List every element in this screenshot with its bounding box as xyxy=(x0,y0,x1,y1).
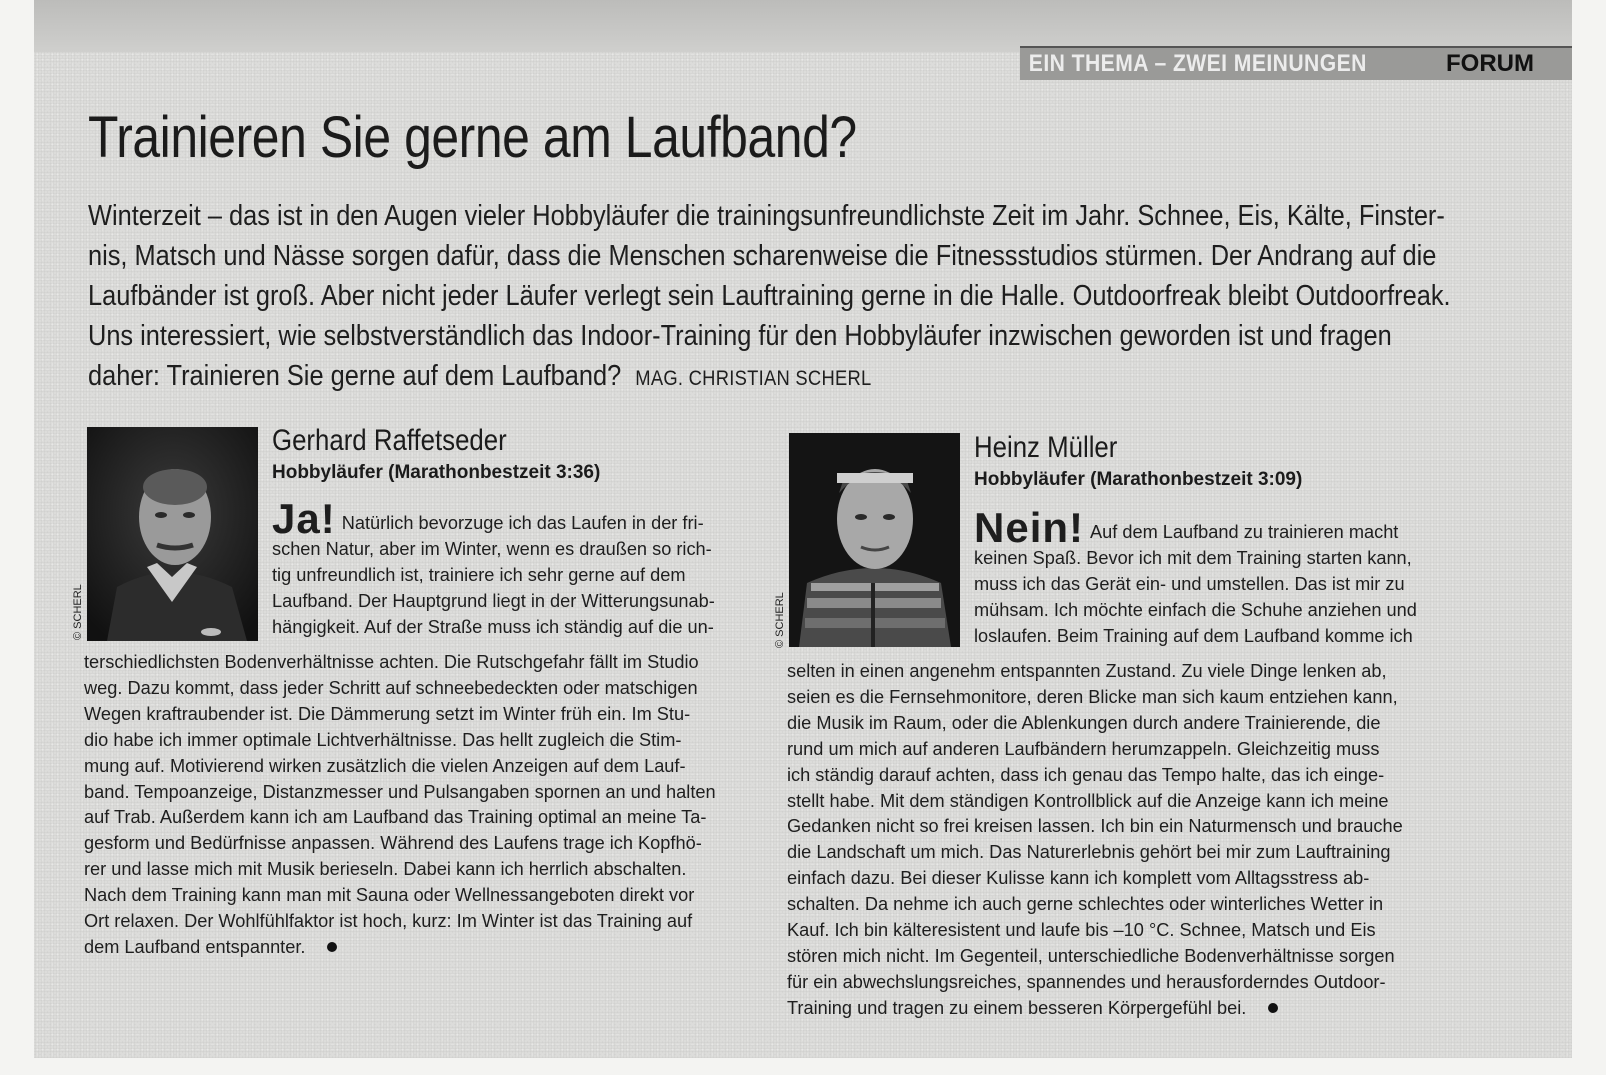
text-line: dio habe ich immer optimale Lichtverhältnisse. Das hellt zugleich die Stim- xyxy=(84,729,682,750)
text-line: weg. Dazu kommt, dass jeder Schritt auf schneebedeckten oder matschigen xyxy=(84,677,698,698)
section-header xyxy=(1020,46,1572,80)
text-line: Auf dem Laufband zu trainieren macht xyxy=(1090,522,1399,542)
text-line: hängigkeit. Auf der Straße muss ich ständig auf die un- xyxy=(272,616,714,637)
respondent-role-left: Hobbyläufer (Marathonbestzeit 3:36) xyxy=(272,462,601,483)
text-line-last xyxy=(84,935,764,961)
author-byline: MAG. CHRISTIAN SCHERL xyxy=(635,367,872,390)
text-line: stellt habe. Mit dem ständigen Kontrollblick auf die Anzeige kann ich meine xyxy=(787,790,1389,811)
text-line: band. Tempoanzeige, Distanzmesser und Pulsangaben spornen an und halten xyxy=(84,781,716,802)
intro-line: daher: Trainieren Sie gerne auf dem Laufband? xyxy=(88,360,622,392)
answer-text-right xyxy=(974,504,1454,650)
newspaper-page xyxy=(34,0,1572,1058)
text-line: Gedanken nicht so frei kreisen lassen. Ich bin ein Naturmensch und brauche xyxy=(787,816,1403,837)
text-line: gesform und Bedürfnisse anpassen. Während des Laufens trage ich Kopfhö- xyxy=(84,833,702,854)
text-line: loslaufen. Beim Training auf dem Laufband komme ich xyxy=(974,625,1413,646)
photo-credit-right: © SCHERL xyxy=(774,592,786,648)
text-line: mung auf. Motivierend wirken zusätzlich die vielen Anzeigen auf dem Lauf- xyxy=(84,755,686,776)
answer-first-line xyxy=(272,495,752,542)
article-headline: Trainieren Sie gerne am Laufband? xyxy=(88,105,857,170)
text-line: die Landschaft um mich. Das Naturerlebnis gehört bei mir zum Lauftraining xyxy=(787,842,1391,863)
answer-text-right-cont xyxy=(787,659,1467,1022)
text-line: terschiedlichsten Bodenverhältnisse achten. Die Rutschgefahr fällt im Studio xyxy=(84,652,699,672)
text-line: einfach dazu. Bei dieser Kulisse kann ich komplett vom Alltagsstress ab- xyxy=(787,868,1370,889)
text-line: mühsam. Ich möchte einfach die Schuhe anziehen und xyxy=(974,599,1417,620)
end-mark-icon xyxy=(1268,1003,1278,1013)
text-line: rer und lasse mich mit Musik berieseln. Dabei kann ich herrlich abschalten. xyxy=(84,859,687,880)
text-line: Nach dem Training kann man mit Sauna oder Wellnessangeboten direkt vor xyxy=(84,885,695,906)
text-line: Ort relaxen. Der Wohlfühlfaktor ist hoch, kurz: Im Winter ist das Training auf xyxy=(84,911,693,932)
section-label: FORUM xyxy=(1446,50,1534,77)
text-line: tig unfreundlich ist, trainiere ich sehr gerne auf dem xyxy=(272,564,686,585)
text-line: Training und tragen zu einem besseren Körpergefühl bei. xyxy=(787,997,1247,1018)
answer-first-line xyxy=(974,504,1454,551)
text-line: keinen Spaß. Bevor ich mit dem Training starten kann, xyxy=(974,547,1412,568)
text-line: für ein abwechslungsreiches, spannendes und herausforderndes Outdoor- xyxy=(787,971,1386,992)
text-line: schen Natur, aber im Winter, wenn es draußen so rich- xyxy=(272,538,712,559)
text-line: schalten. Da nehme ich auch gerne schlechtes oder winterliches Wetter in xyxy=(787,894,1384,915)
respondent-role-right: Hobbyläufer (Marathonbestzeit 3:09) xyxy=(974,469,1303,490)
intro-line: Winterzeit – das ist in den Augen vieler Hobbyläufer die trainingsunfreundlichste Zeit im Jahr. Schnee, Eis, Kälte, Finster- xyxy=(88,200,1445,232)
section-kicker: EIN THEMA – ZWEI MEINUNGEN xyxy=(1028,50,1367,77)
text-line: Wegen kraftraubender ist. Die Dämmerung setzt im Winter früh ein. Im Stu- xyxy=(84,703,691,724)
answer-word-right: Nein! xyxy=(974,504,1084,551)
text-line: auf Trab. Außerdem kann ich am Laufband das Training optimal an meine Ta- xyxy=(84,807,707,828)
photo-credit-left: © SCHERL xyxy=(72,584,84,640)
intro-line: Uns interessiert, wie selbstverständlich das Indoor-Training für den Hobbyläufer inzwischen geworden ist und fragen xyxy=(88,320,1392,352)
answer-text-left-cont xyxy=(84,650,764,961)
text-line: stören mich nicht. Im Gegenteil, unterschiedliche Bodenverhältnisse sorgen xyxy=(787,945,1395,966)
text-line: rund um mich auf anderen Laufbändern herumzappeln. Gleichzeitig muss xyxy=(787,738,1380,759)
intro-line: Laufbänder ist groß. Aber nicht jeder Läufer verlegt sein Lauftraining gerne in die Halle. Outdoorfreak bleibt Outdoorfreak. xyxy=(88,280,1451,312)
text-line: selten in einen angenehm entspannten Zustand. Zu viele Dinge lenken ab, xyxy=(787,661,1387,681)
answer-word-left: Ja! xyxy=(272,495,336,542)
intro-line: nis, Matsch und Nässe sorgen dafür, dass die Menschen scharenweise die Fitnessstudios stürmen. Der Andrang auf die xyxy=(88,240,1437,272)
article-intro xyxy=(88,196,1453,399)
intro-line-last xyxy=(88,356,1453,399)
respondent-name-left: Gerhard Raffetseder xyxy=(272,424,507,457)
text-line: die Musik im Raum, oder die Ablenkungen durch andere Trainierende, die xyxy=(787,712,1381,733)
text-line: ich ständig darauf achten, dass ich genau das Tempo halte, das ich einge- xyxy=(787,764,1385,785)
end-mark-icon xyxy=(327,942,337,952)
text-line: seien es die Fernsehmonitore, deren Blicke man sich kaum entziehen kann, xyxy=(787,686,1398,707)
text-line: Laufband. Der Hauptgrund liegt in der Witterungsunab- xyxy=(272,590,715,611)
text-line: muss ich das Gerät ein- und umstellen. Das ist mir zu xyxy=(974,573,1405,594)
respondent-name-right: Heinz Müller xyxy=(974,431,1118,464)
portrait-photo-left xyxy=(87,427,258,641)
page-top-band xyxy=(34,0,1572,52)
text-line: dem Laufband entspannter. xyxy=(84,936,306,957)
answer-text-left xyxy=(272,495,752,641)
portrait-photo-right xyxy=(789,433,960,647)
text-line-last xyxy=(787,996,1467,1022)
text-line: Kauf. Ich bin kälteresistent und laufe bis –10 °C. Schnee, Matsch und Eis xyxy=(787,920,1376,941)
text-line: Natürlich bevorzuge ich das Laufen in der fri- xyxy=(341,513,704,533)
